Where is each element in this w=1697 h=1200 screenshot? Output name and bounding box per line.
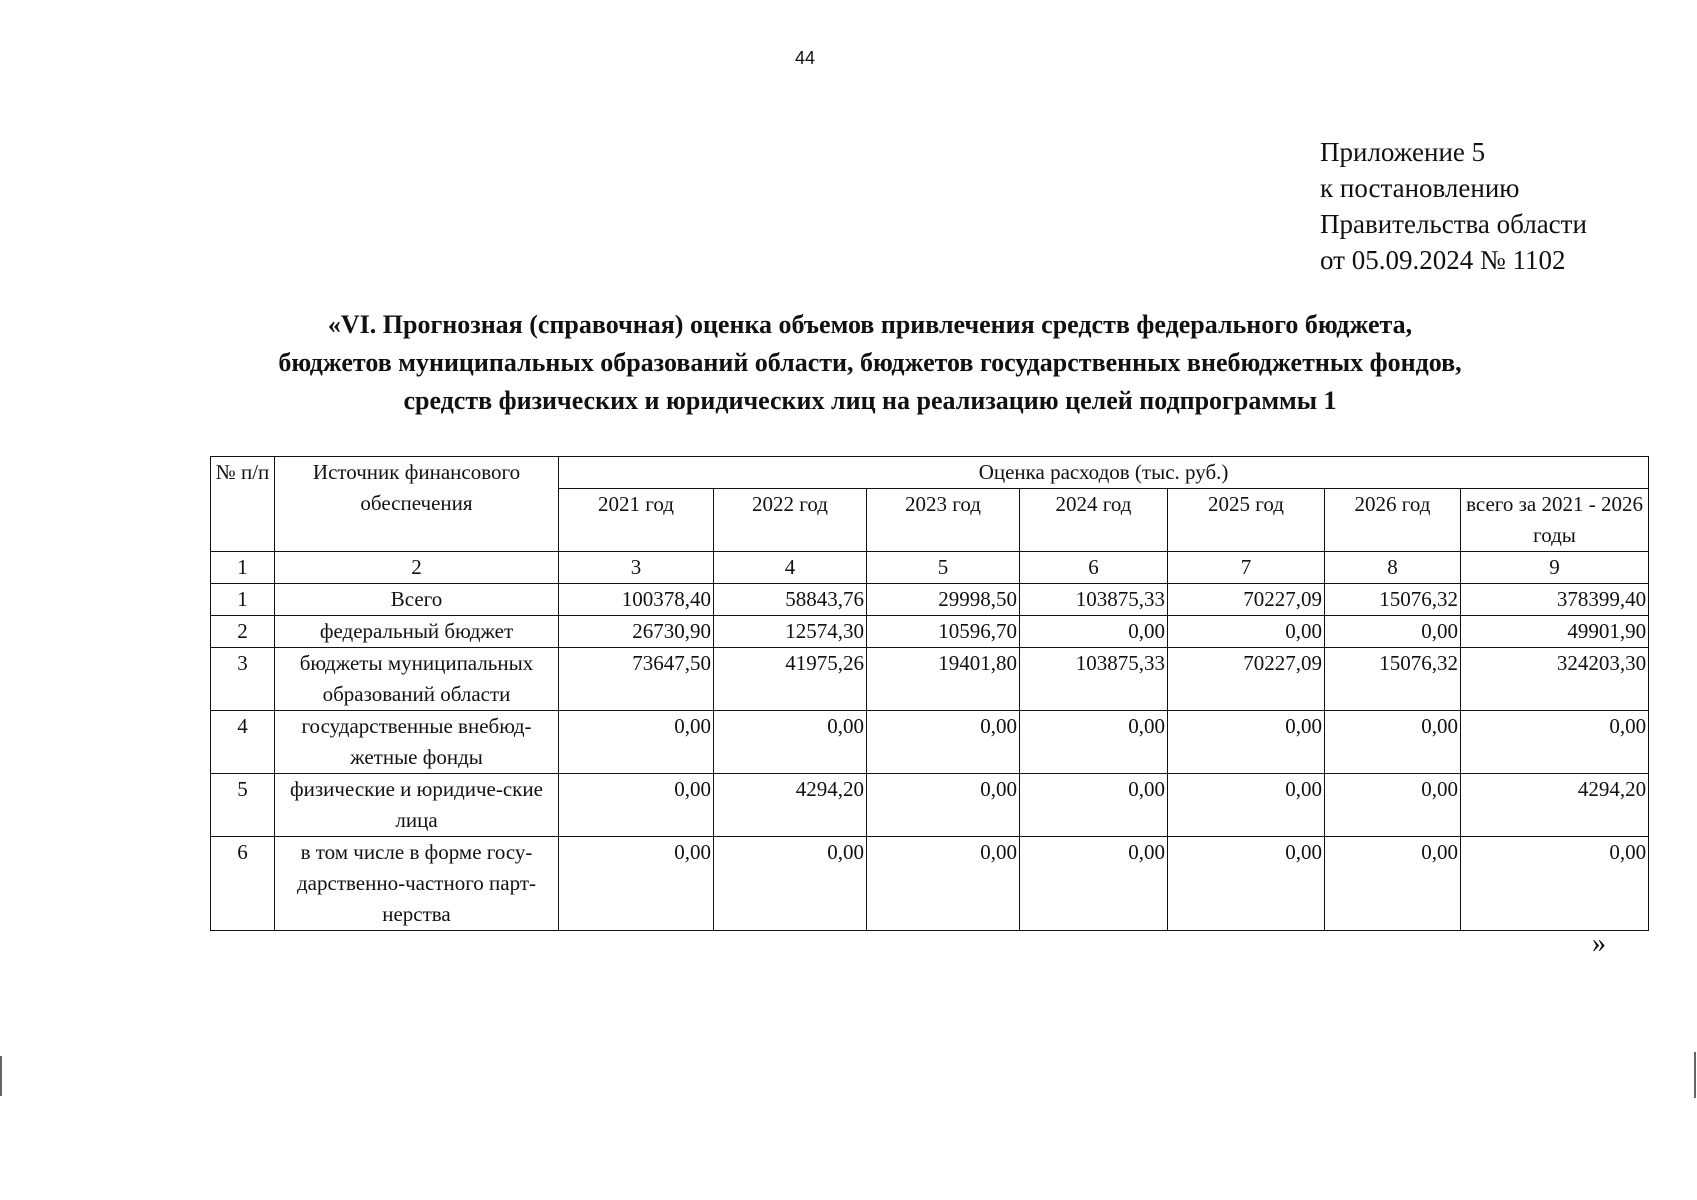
row-source: государственные внебюд-жетные фонды xyxy=(275,711,559,774)
row-value: 0,00 xyxy=(559,774,714,837)
index-cell: 9 xyxy=(1461,552,1649,584)
appendix-line: к постановлению xyxy=(1320,173,1520,203)
row-value: 0,00 xyxy=(1168,837,1325,931)
heading-line: бюджетов муниципальных образований области, бюджетов государственных внебюджетных фондов, xyxy=(278,348,1462,377)
index-cell: 8 xyxy=(1325,552,1461,584)
row-value: 0,00 xyxy=(1168,616,1325,648)
row-value: 0,00 xyxy=(1461,711,1649,774)
index-cell: 1 xyxy=(211,552,275,584)
row-value: 19401,80 xyxy=(867,648,1020,711)
row-value: 0,00 xyxy=(1020,837,1168,931)
row-value: 0,00 xyxy=(867,711,1020,774)
index-cell: 7 xyxy=(1168,552,1325,584)
row-source: федеральный бюджет xyxy=(275,616,559,648)
header-year: 2023 год xyxy=(867,489,1020,552)
row-value: 0,00 xyxy=(1325,837,1461,931)
row-value: 29998,50 xyxy=(867,584,1020,616)
row-value: 26730,90 xyxy=(559,616,714,648)
index-row xyxy=(211,552,1649,584)
table-row xyxy=(211,584,1649,616)
appendix-line: Приложение 5 xyxy=(1320,137,1486,167)
section-heading xyxy=(180,306,1560,420)
scan-edge-mark-right xyxy=(1694,1052,1696,1098)
header-year: 2024 год xyxy=(1020,489,1168,552)
table-row xyxy=(211,837,1649,931)
closing-quote: » xyxy=(1592,928,1606,959)
row-value: 0,00 xyxy=(1020,616,1168,648)
row-value: 12574,30 xyxy=(714,616,867,648)
row-num: 1 xyxy=(211,584,275,616)
row-value: 49901,90 xyxy=(1461,616,1649,648)
row-value: 100378,40 xyxy=(559,584,714,616)
row-value: 0,00 xyxy=(714,711,867,774)
row-value: 15076,32 xyxy=(1325,648,1461,711)
row-value: 378399,40 xyxy=(1461,584,1649,616)
index-cell: 5 xyxy=(867,552,1020,584)
row-value: 0,00 xyxy=(559,837,714,931)
row-value: 41975,26 xyxy=(714,648,867,711)
index-cell: 2 xyxy=(275,552,559,584)
row-value: 0,00 xyxy=(867,774,1020,837)
appendix-line: Правительства области xyxy=(1320,209,1587,239)
table-row xyxy=(211,648,1649,711)
row-num: 4 xyxy=(211,711,275,774)
header-expense-estimate: Оценка расходов (тыс. руб.) xyxy=(559,457,1649,489)
index-cell: 3 xyxy=(559,552,714,584)
row-value: 0,00 xyxy=(1168,711,1325,774)
row-num: 3 xyxy=(211,648,275,711)
header-year: 2021 год xyxy=(559,489,714,552)
row-value: 4294,20 xyxy=(1461,774,1649,837)
row-value: 0,00 xyxy=(1461,837,1649,931)
row-num: 5 xyxy=(211,774,275,837)
row-source: Всего xyxy=(275,584,559,616)
index-cell: 6 xyxy=(1020,552,1168,584)
table-row xyxy=(211,711,1649,774)
row-value: 58843,76 xyxy=(714,584,867,616)
row-value: 324203,30 xyxy=(1461,648,1649,711)
row-value: 0,00 xyxy=(1020,711,1168,774)
header-year: 2026 год xyxy=(1325,489,1461,552)
header-year: 2025 год xyxy=(1168,489,1325,552)
row-value: 0,00 xyxy=(714,837,867,931)
row-value: 0,00 xyxy=(1325,616,1461,648)
row-value: 103875,33 xyxy=(1020,648,1168,711)
table-row xyxy=(211,774,1649,837)
row-source: физические и юридиче-ские лица xyxy=(275,774,559,837)
appendix-note xyxy=(1320,134,1587,278)
row-value: 73647,50 xyxy=(559,648,714,711)
financing-table xyxy=(210,456,1649,931)
row-value: 0,00 xyxy=(1325,774,1461,837)
row-value: 70227,09 xyxy=(1168,584,1325,616)
row-value: 4294,20 xyxy=(714,774,867,837)
row-value: 0,00 xyxy=(1020,774,1168,837)
scan-edge-mark-left xyxy=(0,1056,2,1096)
header-source: Источник финансового обеспечения xyxy=(275,457,559,552)
row-num: 6 xyxy=(211,837,275,931)
header-num: № п/п xyxy=(211,457,275,552)
row-source: в том числе в форме госу-дарственно-частного парт-нерства xyxy=(275,837,559,931)
row-source: бюджеты муниципальных образований области xyxy=(275,648,559,711)
row-value: 10596,70 xyxy=(867,616,1020,648)
row-num: 2 xyxy=(211,616,275,648)
row-value: 103875,33 xyxy=(1020,584,1168,616)
row-value: 15076,32 xyxy=(1325,584,1461,616)
row-value: 0,00 xyxy=(1168,774,1325,837)
row-value: 0,00 xyxy=(867,837,1020,931)
appendix-line: от 05.09.2024 № 1102 xyxy=(1320,245,1566,275)
row-value: 70227,09 xyxy=(1168,648,1325,711)
heading-line: средств физических и юридических лиц на реализацию целей подпрограммы 1 xyxy=(403,386,1337,415)
index-cell: 4 xyxy=(714,552,867,584)
row-value: 0,00 xyxy=(1325,711,1461,774)
table-row xyxy=(211,616,1649,648)
heading-line: «VI. Прогнозная (справочная) оценка объемов привлечения средств федерального бюджета, xyxy=(327,310,1413,339)
row-value: 0,00 xyxy=(559,711,714,774)
header-year: 2022 год xyxy=(714,489,867,552)
page-number: 44 xyxy=(794,48,816,68)
header-total: всего за 2021 - 2026 годы xyxy=(1461,489,1649,552)
